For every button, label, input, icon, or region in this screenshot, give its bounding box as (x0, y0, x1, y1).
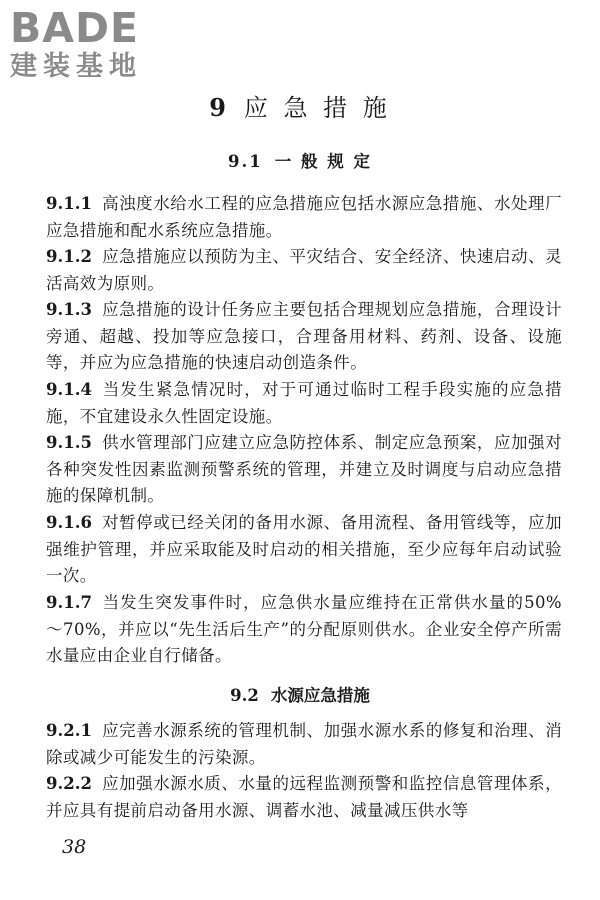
clause-text: 对暂停或已经关闭的备用水源、备用流程、备用管线等，应加强维护管理，并应采取能及时启动的相关措施，至少应每年启动试验一次。 (46, 513, 562, 585)
clause-paragraph (46, 191, 562, 244)
section-heading (0, 684, 600, 708)
clause-text: 当发生突发事件时，应急供水量应维持在正常供水量的50%～70%，并应以“先生活后生产”的分配原则供水。企业安全停产所需水量应由企业自行储备。 (46, 593, 562, 665)
clause-number: 9.2.2 (46, 774, 92, 793)
clause-number: 9.1.2 (46, 247, 92, 266)
clause-number: 9.1.3 (46, 300, 92, 319)
clause-text: 供水管理部门应建立应急防控体系、制定应急预案，应加强对各种突发性因素监测预警系统的管理，并建立及时调度与启动应急措施的保障机制。 (46, 433, 562, 505)
clause-number: 9.2.1 (46, 721, 92, 740)
clause-text: 应急措施的设计任务应主要包括合理规划应急措施，合理设计旁通、超越、投加等应急接口，合理备用材料、药剂、设备、设施等，并应为应急措施的快速启动创造条件。 (46, 300, 562, 372)
section-number: 9.1 (228, 152, 263, 171)
clause-paragraph (46, 771, 562, 824)
clause-number: 9.1.4 (46, 380, 92, 399)
chapter-title-text: 应 急 措 施 (243, 94, 391, 122)
logo-brand-text: BADE (10, 4, 140, 52)
section-title-text: 水源应急措施 (270, 686, 370, 705)
clause-paragraph (46, 510, 562, 590)
clause-text: 应急措施应以预防为主、平灾结合、安全经济、快速启动、灵活高效为原则。 (46, 247, 562, 293)
chapter-number: 9 (209, 93, 230, 122)
section-title-text: 一 般 规 定 (274, 152, 372, 171)
clause-text: 应完善水源系统的管理机制、加强水源水系的修复和治理、消除或减少可能发生的污染源。 (46, 721, 562, 767)
brand-logo (10, 6, 180, 82)
clause-text: 应加强水源水质、水量的远程监测预警和监控信息管理体系，并应具有提前启动备用水源、调蓄水池、减量减压供水等 (46, 774, 562, 820)
section-number: 9.2 (230, 686, 259, 705)
clause-text: 当发生紧急情况时，对于可通过临时工程手段实施的应急措施，不宜建设永久性固定设施。 (46, 380, 562, 426)
clause-number: 9.1.7 (46, 593, 92, 612)
page-number: 38 (62, 836, 87, 858)
clause-paragraph (46, 590, 562, 670)
clause-paragraph (46, 244, 562, 297)
clause-paragraph (46, 377, 562, 430)
clause-paragraph (46, 718, 562, 771)
clause-text: 高浊度水给水工程的应急措施应包括水源应急措施、水处理厂应急措施和配水系统应急措施。 (46, 194, 562, 240)
clause-number: 9.1.6 (46, 513, 92, 532)
clause-number: 9.1.1 (46, 194, 92, 213)
clause-paragraph (46, 297, 562, 377)
logo-tagline: 建装基地 (10, 51, 142, 82)
chapter-title (0, 92, 600, 124)
clause-number: 9.1.5 (46, 433, 92, 452)
clause-paragraph (46, 430, 562, 510)
section-heading (0, 150, 600, 174)
